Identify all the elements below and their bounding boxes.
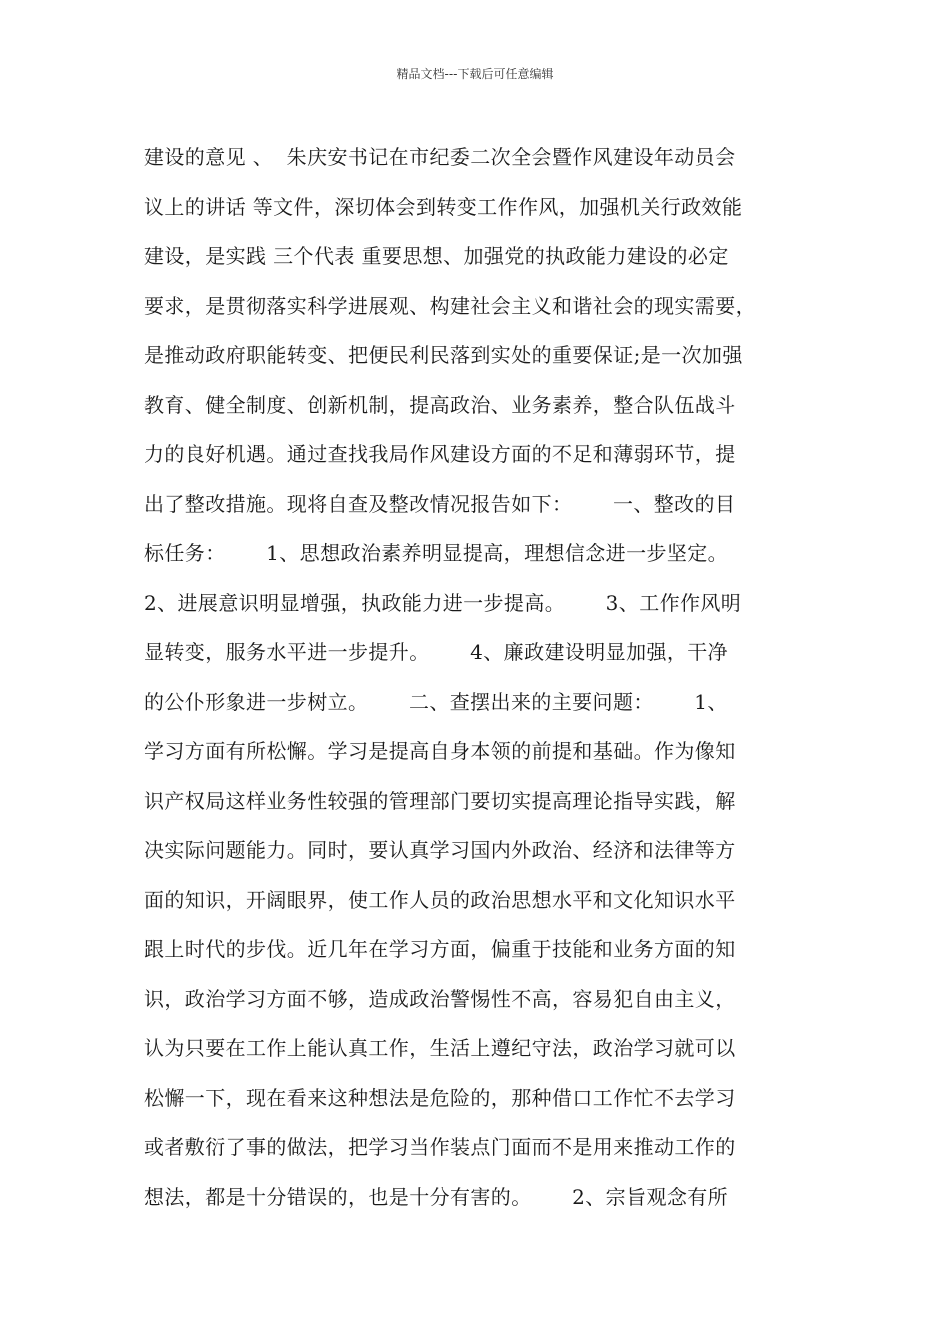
text-line: 跟上时代的步伐。近几年在学习方面，偏重于技能和业务方面的知 <box>144 937 736 961</box>
text-line: 或者敷衍了事的做法，把学习当作装点门面而不是用来推动工作的 <box>144 1135 736 1159</box>
text-line: 建设的意见 、 朱庆安书记在市纪委二次全会暨作风建设年动员会 <box>144 145 736 169</box>
text-line: 2、进展意识明显增强，执政能力进一步提高。 3、工作作风明 <box>144 590 742 615</box>
text-line: 学习方面有所松懈。学习是提高自身本领的前提和基础。作为像知 <box>144 739 736 763</box>
text-line: 教育、健全制度、创新机制，提高政治、业务素养，整合队伍战斗 <box>144 392 736 417</box>
text-line: 是推动政府职能转变、把便民利民落到实处的重要保证;是一次加强 <box>144 343 743 367</box>
text-line: 松懈一下，现在看来这种想法是危险的，那种借口工作忙不去学习 <box>144 1085 736 1110</box>
text-line: 识产权局这样业务性较强的管理部门要切实提高理论指导实践，解 <box>144 788 736 813</box>
text-line: 决实际问题能力。同时，要认真学习国内外政治、经济和法律等方 <box>144 838 736 862</box>
text-line: 的公仆形象进一步树立。 二、查摆出来的主要问题： 1、 <box>144 689 728 714</box>
text-line: 识，政治学习方面不够，造成政治警惕性不高，容易犯自由主义， <box>144 986 736 1011</box>
text-line: 要求，是贯彻落实科学进展观、构建社会主义和谐社会的现实需要， <box>144 293 756 318</box>
text-line: 议上的讲话 等文件，深切体会到转变工作作风，加强机关行政效能 <box>144 194 743 219</box>
text-line: 标任务： 1、思想政治素养明显提高，理想信念进一步坚定。 <box>144 541 729 565</box>
text-line: 认为只要在工作上能认真工作，生活上遵纪守法，政治学习就可以 <box>144 1036 736 1060</box>
text-line: 出了整改措施。现将自查及整改情况报告如下： 一、整改的目 <box>144 491 736 516</box>
document-body <box>144 133 814 1222</box>
text-line: 想法，都是十分错误的，也是十分有害的。 2、宗旨观念有所 <box>144 1184 729 1209</box>
page-header: 精品文档---下载后可任意编辑 <box>396 67 554 81</box>
text-line: 力的良好机遇。通过查找我局作风建设方面的不足和薄弱环节，提 <box>144 442 736 466</box>
text-line: 显转变，服务水平进一步提升。 4、廉政建设明显加强，干净 <box>144 640 729 664</box>
text-line: 面的知识，开阔眼界，使工作人员的政治思想水平和文化知识水平 <box>144 887 736 912</box>
text-line: 建设，是实践 三个代表 重要思想、加强党的执政能力建设的必定 <box>144 244 729 268</box>
